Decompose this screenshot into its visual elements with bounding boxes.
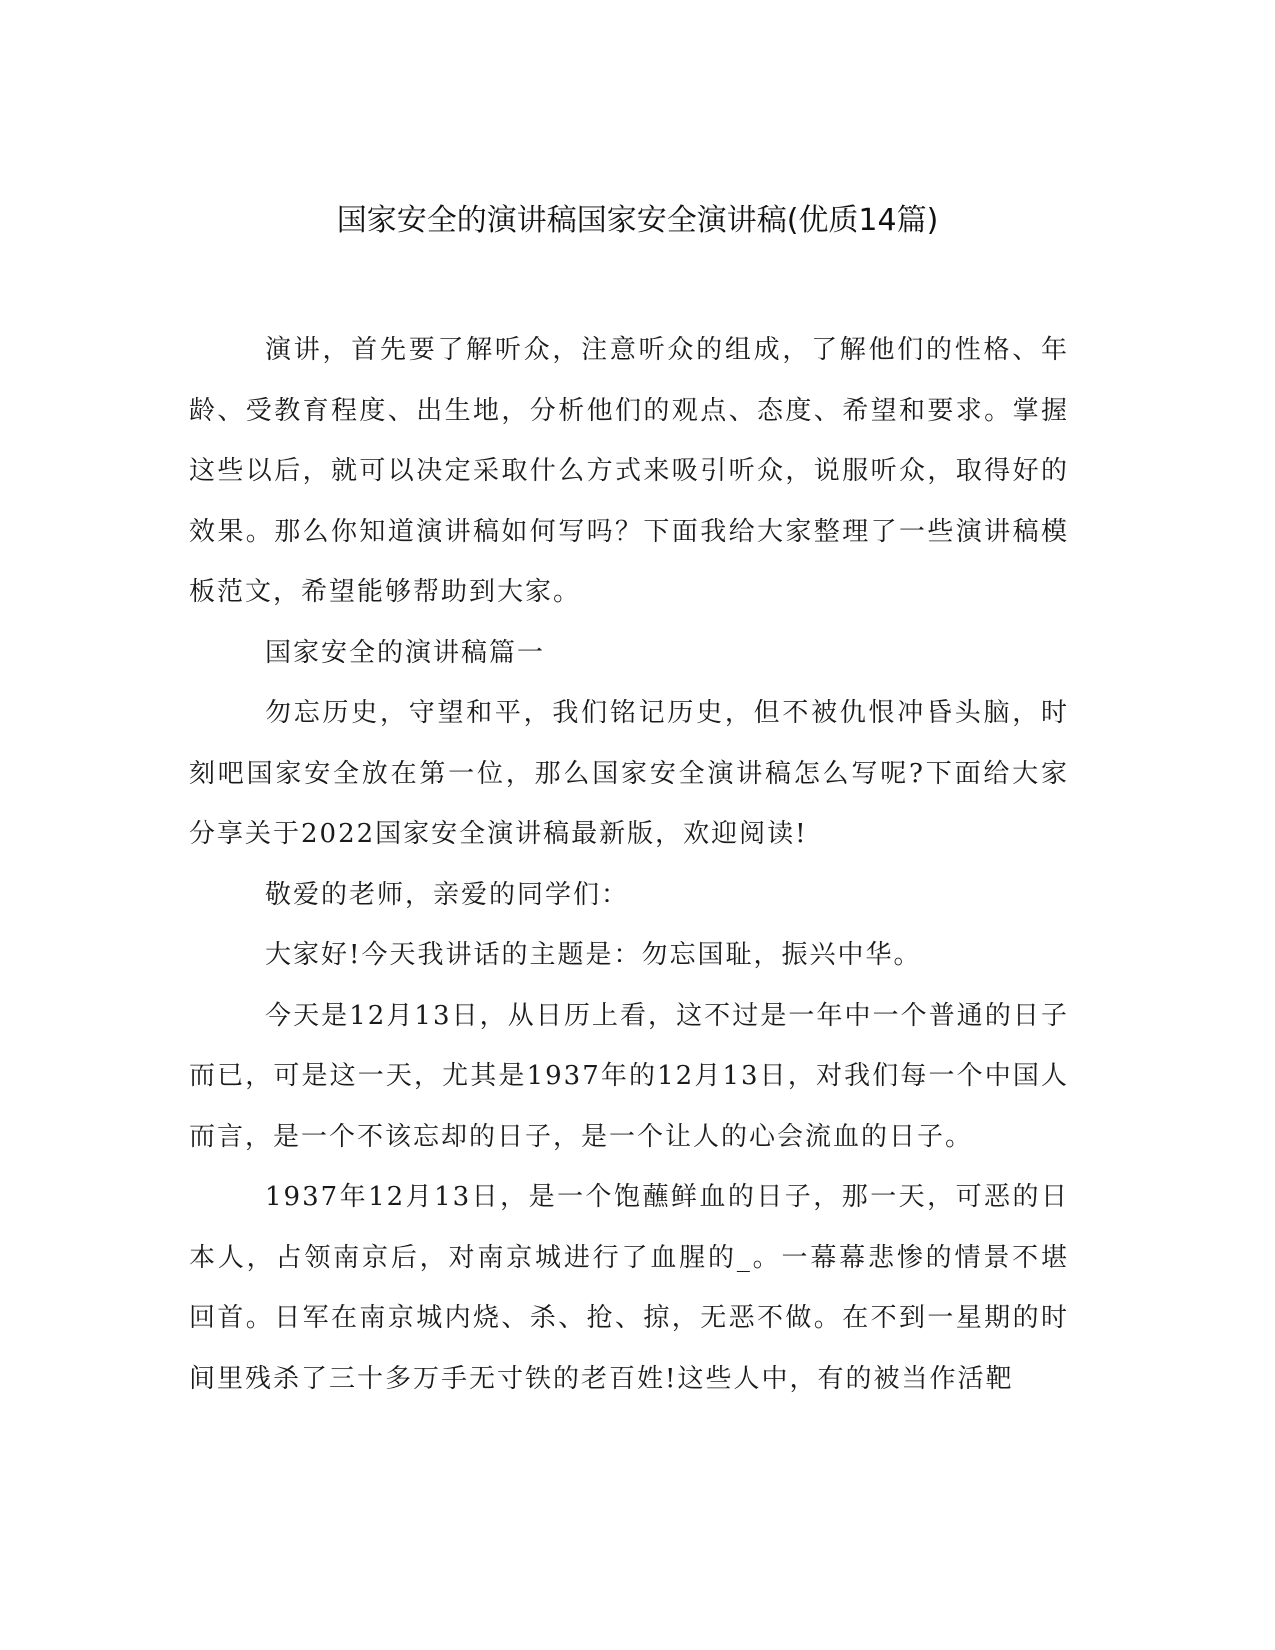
section-heading-part-one: 国家安全的演讲稿篇一 <box>265 637 546 668</box>
paragraph-greeting: 大家好!今天我讲话的主题是：勿忘国耻，振兴中华。 <box>265 940 922 970</box>
paragraph-intro: 演讲，首先要了解听众，注意听众的组成，了解他们的性格、年龄、受教育程度、出生地，分析他们的观点、态度、希望和要求。掌握这些以后，就可以决定采取什么方式来吸引听众，说服听众，取得好的效果。那么你知道演讲稿如何写吗？下面我给大家整理了一些演讲稿模板范文，希望能够帮助到大家。 <box>189 335 1069 607</box>
paragraph-salutation: 敬爱的老师，亲爱的同学们： <box>265 879 630 910</box>
paragraph-history: 1937年12月13日，是一个饱蘸鲜血的日子，那一天，可恶的日本人，占领南京后，对南京城进行了血腥的_。一幕幕悲惨的情景不堪回首。日军在南京城内烧、杀、抢、掠，无恶不做。在不到一星期的时间里残杀了三十多万手无寸铁的老百姓!这些人中，有的被当作活靶 <box>189 1182 1069 1394</box>
paragraph-preface: 勿忘历史，守望和平，我们铭记历史，但不被仇恨冲昏头脑，时刻吧国家安全放在第一位，那么国家安全演讲稿怎么写呢?下面给大家分享关于2022国家安全演讲稿最新版，欢迎阅读! <box>189 698 1069 849</box>
document-title: 国家安全的演讲稿国家安全演讲稿(优质14篇) <box>336 203 939 238</box>
document-body <box>189 320 1069 1409</box>
paragraph-date: 今天是12月13日，从日历上看，这不过是一年中一个普通的日子而已，可是这一天，尤其是1937年的12月13日，对我们每一个中国人而言，是一个不该忘却的日子，是一个让人的心会流血的日子。 <box>189 1000 1069 1152</box>
